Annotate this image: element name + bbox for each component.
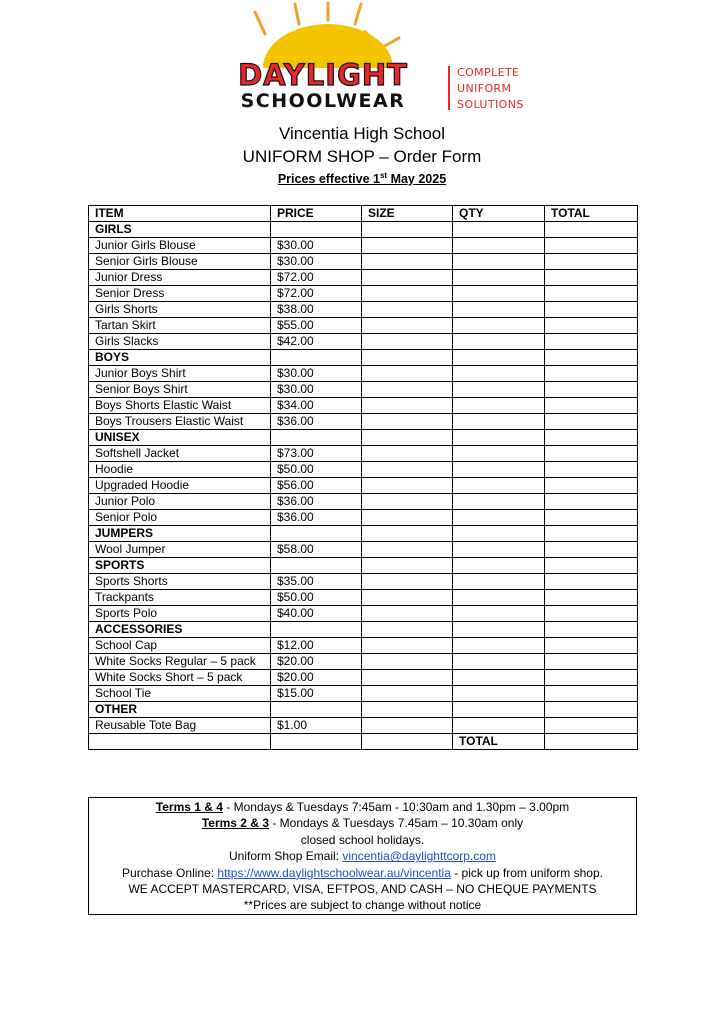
- item-name: Boys Shorts Elastic Waist: [89, 398, 271, 414]
- qty-cell[interactable]: [453, 718, 545, 734]
- qty-cell[interactable]: [453, 254, 545, 270]
- column-header-item: ITEM: [89, 206, 271, 222]
- table-row: [89, 318, 638, 334]
- empty-cell: [362, 430, 453, 446]
- column-header-total: TOTAL: [545, 206, 638, 222]
- table-row: [89, 494, 638, 510]
- size-cell[interactable]: [362, 302, 453, 318]
- empty-cell: [453, 430, 545, 446]
- qty-cell[interactable]: [453, 446, 545, 462]
- line-total-cell[interactable]: [545, 366, 638, 382]
- terms-2-3-label: Terms 2 & 3: [201, 816, 269, 831]
- item-price: $30.00: [271, 366, 362, 382]
- line-total-cell[interactable]: [545, 254, 638, 270]
- qty-cell[interactable]: [453, 238, 545, 254]
- item-price: $34.00: [271, 398, 362, 414]
- line-total-cell[interactable]: [545, 334, 638, 350]
- qty-cell[interactable]: [453, 478, 545, 494]
- item-price: $50.00: [271, 462, 362, 478]
- qty-cell[interactable]: [453, 638, 545, 654]
- item-name: Senior Dress: [89, 286, 271, 302]
- payment-methods: WE ACCEPT MASTERCARD, VISA, EFTPOS, AND CASH – NO CHEQUE PAYMENTS: [128, 882, 597, 897]
- size-cell[interactable]: [362, 238, 453, 254]
- empty-cell: [453, 622, 545, 638]
- table-row: [89, 462, 638, 478]
- size-cell[interactable]: [362, 286, 453, 302]
- section-header-row: [89, 222, 638, 238]
- shop-info-box: [88, 797, 637, 915]
- table-row: [89, 686, 638, 702]
- table-row: [89, 510, 638, 526]
- item-name: Boys Trousers Elastic Waist: [89, 414, 271, 430]
- table-row: [89, 590, 638, 606]
- size-cell[interactable]: [362, 334, 453, 350]
- size-cell[interactable]: [362, 446, 453, 462]
- size-cell[interactable]: [362, 478, 453, 494]
- table-row: [89, 286, 638, 302]
- item-name: Wool Jumper: [89, 542, 271, 558]
- item-price: $40.00: [271, 606, 362, 622]
- size-cell[interactable]: [362, 414, 453, 430]
- item-name: White Socks Short – 5 pack: [89, 670, 271, 686]
- qty-cell[interactable]: [453, 334, 545, 350]
- size-cell[interactable]: [362, 510, 453, 526]
- item-price: $72.00: [271, 286, 362, 302]
- line-total-cell[interactable]: [545, 590, 638, 606]
- line-total-cell[interactable]: [545, 670, 638, 686]
- tagline-line: COMPLETE: [457, 66, 520, 79]
- line-total-cell[interactable]: [545, 318, 638, 334]
- line-total-cell[interactable]: [545, 446, 638, 462]
- item-price: $30.00: [271, 382, 362, 398]
- size-cell[interactable]: [362, 270, 453, 286]
- qty-cell[interactable]: [453, 318, 545, 334]
- qty-cell[interactable]: [453, 382, 545, 398]
- column-header-qty: QTY: [453, 206, 545, 222]
- table-header-row: [89, 206, 638, 222]
- qty-cell[interactable]: [453, 366, 545, 382]
- online-label: Purchase Online:: [122, 865, 218, 880]
- table-row: [89, 366, 638, 382]
- tagline-line: UNIFORM: [457, 82, 512, 95]
- item-name: Junior Girls Blouse: [89, 238, 271, 254]
- size-cell[interactable]: [362, 686, 453, 702]
- empty-cell: [545, 222, 638, 238]
- qty-cell[interactable]: [453, 302, 545, 318]
- line-total-cell[interactable]: [545, 414, 638, 430]
- item-name: Reusable Tote Bag: [89, 718, 271, 734]
- item-price: $30.00: [271, 238, 362, 254]
- item-name: Girls Shorts: [89, 302, 271, 318]
- empty-cell: [453, 558, 545, 574]
- column-header-price: PRICE: [271, 206, 362, 222]
- size-cell[interactable]: [362, 318, 453, 334]
- item-name: Junior Polo: [89, 494, 271, 510]
- line-total-cell[interactable]: [545, 654, 638, 670]
- line-total-cell[interactable]: [545, 574, 638, 590]
- empty-cell: [545, 558, 638, 574]
- empty-cell: [271, 702, 362, 718]
- table-row: [89, 334, 638, 350]
- item-price: $15.00: [271, 686, 362, 702]
- qty-cell[interactable]: [453, 398, 545, 414]
- order-table-body: [89, 222, 638, 750]
- holidays-note: closed school holidays.: [300, 832, 425, 847]
- total-label: TOTAL: [453, 734, 545, 750]
- item-price: $56.00: [271, 478, 362, 494]
- terms-2-3-text: - Mondays & Tuesdays 7.45am – 10.30am only: [269, 816, 524, 831]
- item-name: Upgraded Hoodie: [89, 478, 271, 494]
- item-price: $42.00: [271, 334, 362, 350]
- qty-cell[interactable]: [453, 670, 545, 686]
- table-row: [89, 382, 638, 398]
- line-total-cell[interactable]: [545, 270, 638, 286]
- item-price: $36.00: [271, 494, 362, 510]
- online-suffix: - pick up from uniform shop.: [450, 865, 603, 880]
- empty-cell: [271, 222, 362, 238]
- item-price: $20.00: [271, 654, 362, 670]
- item-name: White Socks Regular – 5 pack: [89, 654, 271, 670]
- size-cell[interactable]: [362, 606, 453, 622]
- qty-cell[interactable]: [453, 542, 545, 558]
- empty-cell: [453, 702, 545, 718]
- section-title: UNISEX: [89, 430, 271, 446]
- brand-name-schoolwear: SCHOOLWEAR: [240, 90, 406, 112]
- qty-cell[interactable]: [453, 270, 545, 286]
- empty-cell: [271, 526, 362, 542]
- table-row: [89, 254, 638, 270]
- empty-cell: [453, 350, 545, 366]
- empty-cell: [362, 222, 453, 238]
- empty-cell: [362, 350, 453, 366]
- qty-cell[interactable]: [453, 686, 545, 702]
- empty-cell: [271, 734, 362, 750]
- item-price: $73.00: [271, 446, 362, 462]
- item-name: Junior Boys Shirt: [89, 366, 271, 382]
- empty-cell: [271, 350, 362, 366]
- size-cell[interactable]: [362, 462, 453, 478]
- section-header-row: [89, 558, 638, 574]
- line-total-cell[interactable]: [545, 462, 638, 478]
- size-cell[interactable]: [362, 654, 453, 670]
- table-row: [89, 414, 638, 430]
- form-title: UNIFORM SHOP – Order Form: [242, 147, 482, 166]
- empty-cell: [271, 622, 362, 638]
- online-line: [89, 865, 636, 881]
- terms-1-4-text: - Mondays & Tuesdays 7:45am - 10:30am and 1.30pm – 3.00pm: [222, 800, 570, 814]
- empty-cell: [362, 702, 453, 718]
- item-name: Senior Polo: [89, 510, 271, 526]
- qty-cell[interactable]: [453, 510, 545, 526]
- table-row: [89, 302, 638, 318]
- section-title: ACCESSORIES: [89, 622, 271, 638]
- item-name: Senior Girls Blouse: [89, 254, 271, 270]
- empty-cell: [362, 558, 453, 574]
- size-cell[interactable]: [362, 366, 453, 382]
- size-cell[interactable]: [362, 382, 453, 398]
- table-row: [89, 654, 638, 670]
- size-cell[interactable]: [362, 590, 453, 606]
- size-cell[interactable]: [362, 638, 453, 654]
- table-row: [89, 398, 638, 414]
- item-name: Senior Boys Shirt: [89, 382, 271, 398]
- section-header-row: [89, 622, 638, 638]
- item-name: School Tie: [89, 686, 271, 702]
- item-name: Sports Polo: [89, 606, 271, 622]
- qty-cell[interactable]: [453, 590, 545, 606]
- empty-cell: [271, 430, 362, 446]
- item-name: Softshell Jacket: [89, 446, 271, 462]
- table-row: [89, 638, 638, 654]
- line-total-cell[interactable]: [545, 478, 638, 494]
- item-name: Trackpants: [89, 590, 271, 606]
- effective-prefix: Prices effective 1: [277, 172, 380, 187]
- email-label: Uniform Shop Email:: [229, 849, 343, 864]
- empty-cell: [271, 558, 362, 574]
- brand-tagline: [457, 65, 547, 113]
- item-name: Girls Slacks: [89, 334, 271, 350]
- item-price: $58.00: [271, 542, 362, 558]
- table-row: [89, 446, 638, 462]
- brand-name-daylight: DAYLIGHT: [238, 58, 408, 92]
- empty-cell: [362, 622, 453, 638]
- item-price: $72.00: [271, 270, 362, 286]
- qty-cell[interactable]: [453, 286, 545, 302]
- section-header-row: [89, 526, 638, 542]
- size-cell[interactable]: [362, 254, 453, 270]
- empty-cell: [89, 734, 271, 750]
- column-header-size: SIZE: [362, 206, 453, 222]
- effective-suffix: May 2025: [387, 172, 447, 187]
- line-total-cell[interactable]: [545, 286, 638, 302]
- size-cell[interactable]: [362, 494, 453, 510]
- table-row: [89, 542, 638, 558]
- section-title: SPORTS: [89, 558, 271, 574]
- empty-cell: [362, 526, 453, 542]
- section-header-row: [89, 430, 638, 446]
- item-price: $36.00: [271, 510, 362, 526]
- tagline-line: SOLUTIONS: [457, 98, 524, 111]
- total-row: [89, 734, 638, 750]
- line-total-cell[interactable]: [545, 638, 638, 654]
- section-title: BOYS: [89, 350, 271, 366]
- qty-cell[interactable]: [453, 606, 545, 622]
- item-price: $1.00: [271, 718, 362, 734]
- qty-cell[interactable]: [453, 574, 545, 590]
- prices-effective-date: [0, 171, 724, 186]
- size-cell[interactable]: [362, 718, 453, 734]
- qty-cell[interactable]: [453, 414, 545, 430]
- line-total-cell[interactable]: [545, 398, 638, 414]
- table-row: [89, 574, 638, 590]
- line-total-cell[interactable]: [545, 382, 638, 398]
- line-total-cell[interactable]: [545, 606, 638, 622]
- item-price: $50.00: [271, 590, 362, 606]
- terms-1-4-hours: [89, 799, 636, 815]
- grand-total-cell[interactable]: [545, 734, 638, 750]
- daylight-logo: [195, 2, 540, 117]
- terms-1-4-label: Terms 1 & 4: [155, 800, 223, 814]
- size-cell[interactable]: [362, 542, 453, 558]
- line-total-cell[interactable]: [545, 238, 638, 254]
- table-row: [89, 478, 638, 494]
- empty-cell: [362, 734, 453, 750]
- section-header-row: [89, 350, 638, 366]
- section-title: OTHER: [89, 702, 271, 718]
- qty-cell[interactable]: [453, 462, 545, 478]
- qty-cell[interactable]: [453, 494, 545, 510]
- table-row: [89, 718, 638, 734]
- item-name: Tartan Skirt: [89, 318, 271, 334]
- empty-cell: [545, 430, 638, 446]
- size-cell[interactable]: [362, 670, 453, 686]
- effective-ordinal: st: [379, 171, 388, 180]
- item-name: School Cap: [89, 638, 271, 654]
- table-row: [89, 670, 638, 686]
- item-name: Hoodie: [89, 462, 271, 478]
- item-name: Sports Shorts: [89, 574, 271, 590]
- order-table: [88, 205, 638, 750]
- empty-cell: [545, 350, 638, 366]
- table-row: [89, 270, 638, 286]
- empty-cell: [545, 526, 638, 542]
- online-shop-link[interactable]: https://www.daylightschoolwear.au/vincentia: [217, 865, 451, 880]
- item-price: $35.00: [271, 574, 362, 590]
- section-header-row: [89, 702, 638, 718]
- size-cell[interactable]: [362, 398, 453, 414]
- line-total-cell[interactable]: [545, 494, 638, 510]
- empty-cell: [545, 622, 638, 638]
- email-link[interactable]: vincentia@daylighttcorp.com: [342, 849, 496, 864]
- section-title: JUMPERS: [89, 526, 271, 542]
- brand-divider: [448, 66, 450, 110]
- empty-cell: [545, 702, 638, 718]
- item-name: Junior Dress: [89, 270, 271, 286]
- empty-cell: [453, 526, 545, 542]
- item-price: $38.00: [271, 302, 362, 318]
- item-price: $30.00: [271, 254, 362, 270]
- terms-2-3-hours: [89, 815, 636, 831]
- item-price: $12.00: [271, 638, 362, 654]
- item-price: $20.00: [271, 670, 362, 686]
- table-row: [89, 606, 638, 622]
- section-title: GIRLS: [89, 222, 271, 238]
- line-total-cell[interactable]: [545, 686, 638, 702]
- email-line: [89, 848, 636, 864]
- qty-cell[interactable]: [453, 654, 545, 670]
- price-disclaimer: **Prices are subject to change without notice: [243, 898, 482, 913]
- empty-cell: [453, 222, 545, 238]
- line-total-cell[interactable]: [545, 302, 638, 318]
- table-row: [89, 238, 638, 254]
- size-cell[interactable]: [362, 574, 453, 590]
- item-price: $55.00: [271, 318, 362, 334]
- school-name: Vincentia High School: [278, 124, 445, 143]
- line-total-cell[interactable]: [545, 718, 638, 734]
- line-total-cell[interactable]: [545, 542, 638, 558]
- line-total-cell[interactable]: [545, 510, 638, 526]
- item-price: $36.00: [271, 414, 362, 430]
